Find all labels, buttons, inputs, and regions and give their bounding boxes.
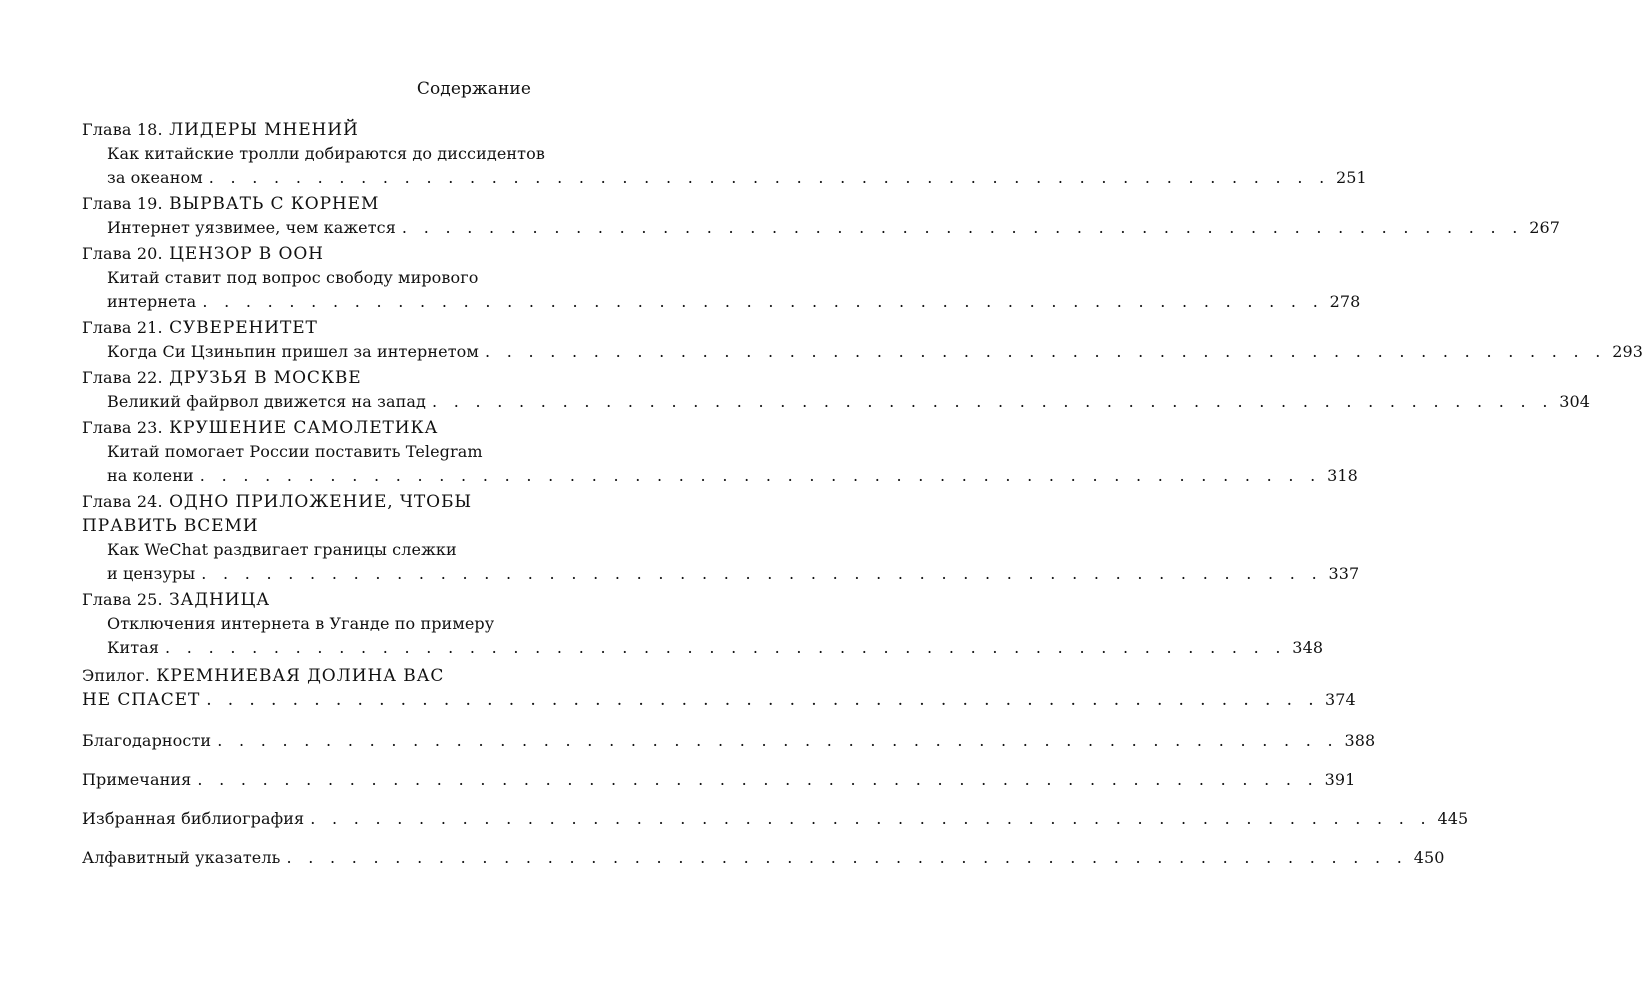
chapter-24-title: [82, 490, 531, 514]
dot-leader: . . . . . . . . . . . . . . . . . . . . . . . . . . . . . . . . . . . . . . . . . . . . . . . . . . . .: [217, 731, 1339, 750]
epilogue-label: Эпилог.: [82, 666, 150, 685]
dot-leader: . . . . . . . . . . . . . . . . . . . . . . . . . . . . . . . . . . . . . . . . . . . . . . . . . . . .: [431, 392, 1554, 411]
chapter-label: Глава 21.: [82, 318, 163, 337]
toc-entry-chapter-20[interactable]: [82, 242, 1361, 314]
page-number: 304: [1559, 392, 1591, 411]
toc-entry-chapter-21[interactable]: [82, 316, 1643, 364]
chapter-20-title: [82, 242, 531, 266]
toc-entry-notes[interactable]: [82, 768, 1356, 792]
epilogue-title-text: КРЕМНИЕВАЯ ДОЛИНА ВАС: [156, 666, 445, 686]
chapter-25-subtitle: [107, 612, 1324, 660]
dot-leader: . . . . . . . . . . . . . . . . . . . . . . . . . . . . . . . . . . . . . . . . . . . . . . . . . . . .: [208, 168, 1330, 187]
subtitle-line: Китай ставит под вопрос свободу мирового: [107, 268, 479, 287]
chapter-label: Глава 20.: [82, 244, 163, 263]
page-number: 450: [1413, 848, 1445, 867]
toc-entry-acknowledgements[interactable]: [82, 729, 1376, 753]
dot-leader: . . . . . . . . . . . . . . . . . . . . . . . . . . . . . . . . . . . . . . . . . . . . . . . . . . . .: [201, 564, 1323, 583]
page-number: 391: [1324, 770, 1356, 789]
toc-entry-chapter-25[interactable]: [82, 588, 1324, 660]
subtitle-line: и цензуры: [107, 564, 196, 583]
chapter-20-subtitle: [107, 266, 1361, 314]
subtitle-line: Великий файрвол движется на запад: [107, 392, 426, 411]
dot-leader: . . . . . . . . . . . . . . . . . . . . . . . . . . . . . . . . . . . . . . . . . . . . . . . . . . . .: [484, 342, 1607, 361]
subtitle-line: на колени: [107, 466, 194, 485]
chapter-19-title: [82, 192, 531, 216]
page-number: 318: [1327, 466, 1358, 485]
toc-entry-bibliography[interactable]: [82, 807, 1469, 831]
subtitle-line: Как китайские тролли добираются до диссидентов: [107, 144, 545, 163]
dot-leader: . . . . . . . . . . . . . . . . . . . . . . . . . . . . . . . . . . . . . . . . . . . . . . . . . . . .: [199, 466, 1322, 485]
chapter-23-title: [82, 416, 531, 440]
chapter-title-continuation: ПРАВИТЬ ВСЕМИ: [82, 516, 259, 536]
chapter-label: Глава 23.: [82, 418, 163, 437]
page-number: 348: [1292, 638, 1324, 657]
entry-line: [82, 768, 1356, 792]
toc-entry-chapter-23[interactable]: [82, 416, 1358, 488]
chapter-title-text: ОДНО ПРИЛОЖЕНИЕ, ЧТОБЫ: [169, 492, 473, 512]
dot-leader: . . . . . . . . . . . . . . . . . . . . . . . . . . . . . . . . . . . . . . . . . . . . . . . . . . . .: [197, 770, 1319, 789]
page-number: 445: [1437, 809, 1469, 828]
dot-leader: . . . . . . . . . . . . . . . . . . . . . . . . . . . . . . . . . . . . . . . . . . . . . . . . . . . .: [206, 690, 1319, 710]
subtitle-line: интернета: [107, 292, 197, 311]
table-of-contents: [82, 118, 1643, 872]
toc-entry-chapter-19[interactable]: [82, 192, 1561, 240]
toc-entry-index[interactable]: [82, 846, 1445, 870]
subtitle-line-with-page: [107, 636, 1324, 660]
subtitle-line-with-page: [107, 166, 1367, 190]
entry-title: Примечания: [82, 770, 192, 789]
chapter-23-subtitle: [107, 440, 1358, 488]
entry-line: [82, 846, 1445, 870]
subtitle-line-with-page: [107, 216, 1561, 240]
toc-entry-chapter-24[interactable]: [82, 490, 1360, 586]
chapter-18-title: [82, 118, 531, 142]
chapter-label: Глава 22.: [82, 368, 163, 387]
entry-title: Избранная библиография: [82, 809, 305, 828]
page-number: 374: [1325, 690, 1356, 709]
toc-entry-chapter-18[interactable]: [82, 118, 1367, 190]
entry-line: [82, 807, 1469, 831]
dot-leader: . . . . . . . . . . . . . . . . . . . . . . . . . . . . . . . . . . . . . . . . . . . . . . . . . . . .: [202, 292, 1324, 311]
page-number: 388: [1344, 731, 1376, 750]
epilogue-title: [82, 664, 531, 688]
dot-leader: . . . . . . . . . . . . . . . . . . . . . . . . . . . . . . . . . . . . . . . . . . . . . . . . . . . .: [401, 218, 1524, 237]
entry-title: Благодарности: [82, 731, 212, 750]
entry-title: Алфавитный указатель: [82, 848, 281, 867]
subtitle-line: Китай помогает России поставить Telegram: [107, 442, 483, 461]
subtitle-line-with-page: [107, 464, 1358, 488]
subtitle-line-with-page: [107, 340, 1643, 364]
chapter-label: Глава 24.: [82, 492, 163, 511]
chapter-label: Глава 18.: [82, 120, 163, 139]
page-number: 267: [1529, 218, 1561, 237]
chapter-22-title: [82, 366, 531, 390]
chapter-19-subtitle: [107, 216, 1561, 240]
epilogue-title-line-with-page: [82, 688, 1356, 712]
chapter-title-text: ДРУЗЬЯ В МОСКВЕ: [169, 368, 362, 388]
subtitle-line: Китая: [107, 638, 160, 657]
running-header: Содержание: [416, 79, 531, 99]
chapter-title-text: ВЫРВАТЬ С КОРНЕМ: [169, 194, 380, 214]
page-number: 293: [1612, 342, 1643, 361]
subtitle-line-with-page: [107, 390, 1591, 414]
chapter-title-text: ЗАДНИЦА: [169, 590, 270, 610]
chapter-22-subtitle: [107, 390, 1591, 414]
chapter-18-subtitle: [107, 142, 1367, 190]
chapter-title-text: СУВЕРЕНИТЕТ: [169, 318, 318, 338]
subtitle-line-with-page: [107, 562, 1360, 586]
toc-entry-chapter-22[interactable]: [82, 366, 1591, 414]
subtitle-line-with-page: [107, 290, 1361, 314]
page-number: 278: [1329, 292, 1361, 311]
entry-line: [82, 729, 1376, 753]
chapter-25-title: [82, 588, 531, 612]
chapter-title-text: ЦЕНЗОР В ООН: [169, 244, 324, 264]
dot-leader: . . . . . . . . . . . . . . . . . . . . . . . . . . . . . . . . . . . . . . . . . . . . . . . . . . . .: [286, 848, 1408, 867]
chapter-21-subtitle: [107, 340, 1643, 364]
subtitle-line: Интернет уязвимее, чем кажется: [107, 218, 396, 237]
dot-leader: . . . . . . . . . . . . . . . . . . . . . . . . . . . . . . . . . . . . . . . . . . . . . . . . . . . .: [165, 638, 1287, 657]
subtitle-line: Когда Си Цзиньпин пришел за интернетом: [107, 342, 479, 361]
subtitle-line: Как WeChat раздвигает границы слежки: [107, 540, 457, 559]
chapter-title-text: ЛИДЕРЫ МНЕНИЙ: [169, 120, 359, 140]
chapter-title-text: КРУШЕНИЕ САМОЛЕТИКА: [169, 418, 439, 438]
toc-entry-epilogue[interactable]: [82, 664, 1356, 712]
epilogue-title-continuation: НЕ СПАСЕТ: [82, 690, 201, 710]
dot-leader: . . . . . . . . . . . . . . . . . . . . . . . . . . . . . . . . . . . . . . . . . . . . . . . . . . . .: [310, 809, 1432, 828]
page-number: 337: [1328, 564, 1360, 583]
chapter-label: Глава 19.: [82, 194, 163, 213]
subtitle-line: Отключения интернета в Уганде по примеру: [107, 614, 495, 633]
chapter-21-title: [82, 316, 531, 340]
page-number: 251: [1336, 168, 1367, 187]
subtitle-line: за океаном: [107, 168, 203, 187]
chapter-24-subtitle: [107, 538, 1360, 586]
chapter-label: Глава 25.: [82, 590, 163, 609]
